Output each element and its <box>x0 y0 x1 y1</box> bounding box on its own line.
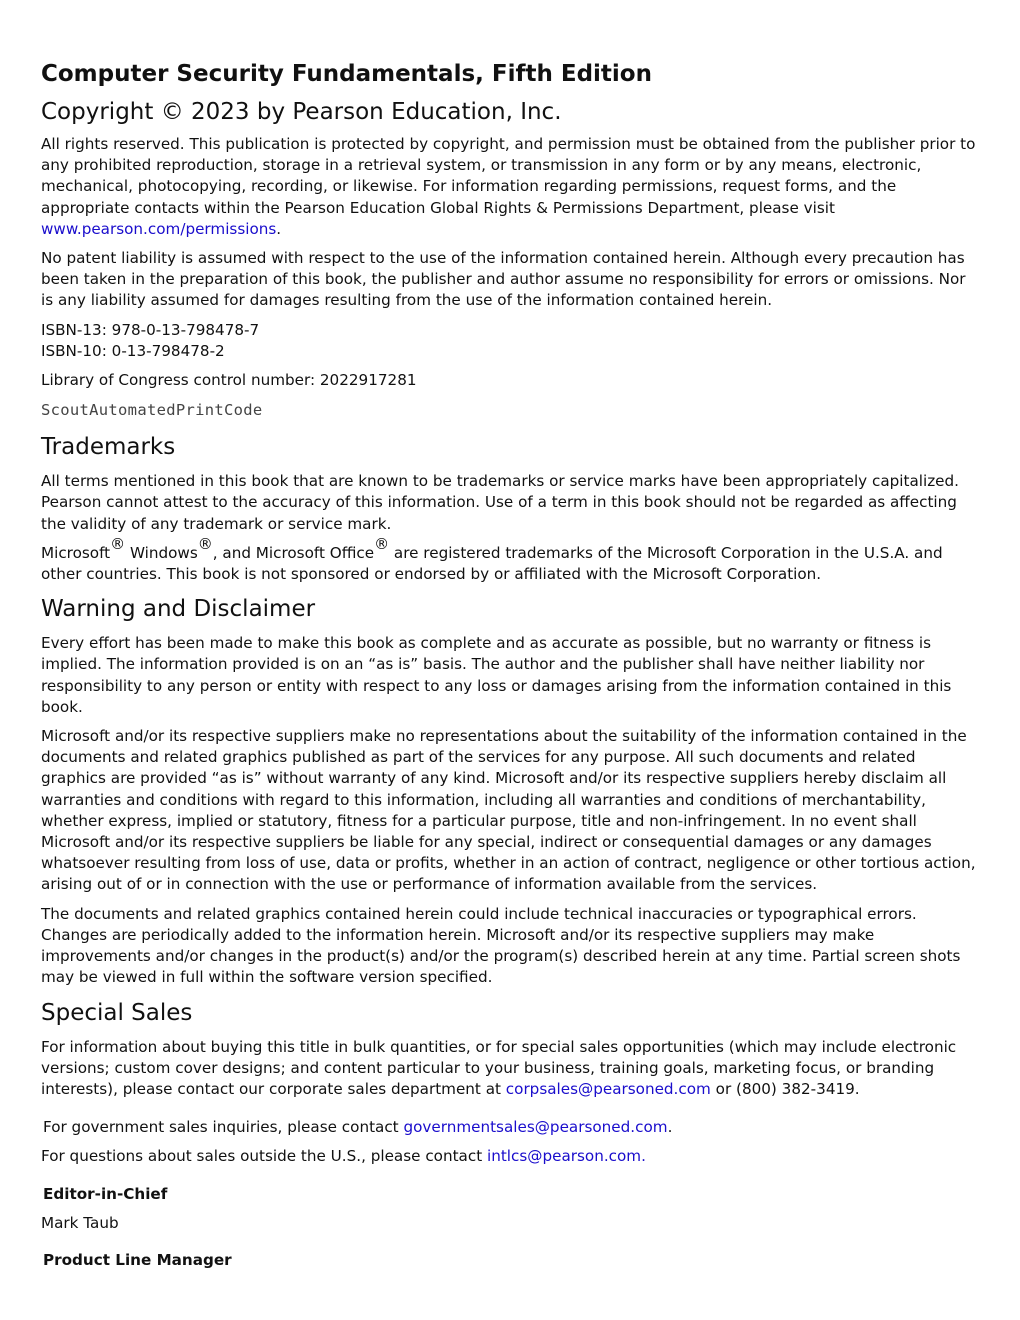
copyright-line: Copyright © 2023 by Pearson Education, Inc. <box>41 99 562 125</box>
government-sales-line <box>43 1117 981 1138</box>
warning-paragraph-2: Microsoft and/or its respective suppliers make no representations about the suitability of the information contained in the documents and related graphics published as part of the services for any purpose. All such documents and related graphics are provided “as is” without warranty of any kind. Microsoft and/or its respective suppliers hereby disclaim all warranties and conditions with regard to this information, including all warranties and conditions of merchantability, whether express, implied or statutory, fitness for a particular purpose, title and non-infringement. In no event shall Microsoft and/or its respective suppliers be liable for any special, indirect or consequential damages or any damages whatsoever resulting from loss of use, data or profits, whether in an action of contract, negligence or other tortious action, arising out of or in connection with the use or performance of information available from the services. <box>41 727 976 894</box>
book-title: Computer Security Fundamentals, Fifth Edition <box>41 61 652 87</box>
warning-paragraph-1: Every effort has been made to make this book as complete and as accurate as possible, but no warranty or fitness is implied. The information provided is on an “as is” basis. The author and the publisher shall have neither liability nor responsibility to any person or entity with respect to any loss or damages arising from the information contained in this book. <box>41 634 952 716</box>
warning-paragraph-3: The documents and related graphics contained herein could include technical inaccuracies or typographical errors. Changes are periodically added to the information herein. Microsoft and/or its respective suppliers may make improvements and/or changes in the product(s) and/or the program(s) described herein at any time. Partial screen shots may be viewed in full within the software version specified. <box>41 904 961 987</box>
intl-end: . <box>641 1147 646 1166</box>
international-sales-email-link[interactable]: intlcs@pearson.com <box>486 1147 642 1166</box>
sales-text: For information about buying this title in bulk quantities, or for special sales opportunities (which may include electronic versions; custom cover designs; and content particular to your business, training goals, marketing focus, or branding interests), please contact our corporate sales department at <box>41 1037 957 1098</box>
ms-text-4: are registered trademarks of the Microsoft Corporation in the U.S.A. and other countries. This book is not sponsored or endorsed by or affiliated with the Microsoft Corporation. <box>41 543 943 584</box>
patent-paragraph: No patent liability is assumed with respect to the use of the information contained herein. Although every precaution has been taken in the preparation of this book, the publisher and author assume no responsibility for errors or omissions. Nor is any liability assumed for damages resulting from the use of the information contained herein. <box>41 249 966 310</box>
rights-text: All rights reserved. This publication is protected by copyright, and permission must be obtained from the publisher prior to any prohibited reproduction, storage in a retrieval system, or transmission in any form or by any means, electronic, mechanical, photocopying, recording, or likewise. For information regarding permissions, request forms, and the appropriate contacts within the Pearson Education Global Rights & Permissions Department, please visit <box>41 135 976 217</box>
loc-number: Library of Congress control number: 2022917281 <box>41 371 417 390</box>
print-code: ScoutAutomatedPrintCode <box>41 401 263 420</box>
special-sales-heading: Special Sales <box>41 999 193 1026</box>
rights-paragraph <box>41 134 981 240</box>
trademarks-heading: Trademarks <box>41 434 176 461</box>
trademarks-paragraph: All terms mentioned in this book that are known to be trademarks or service marks have been appropriately capitalized. Pearson cannot attest to the accuracy of this information. Use of a term in this book should not be regarded as affecting the validity of any trademark or service mark. <box>41 472 959 533</box>
editor-in-chief-name: Mark Taub <box>41 1213 119 1232</box>
government-sales-email-link[interactable]: governmentsales@pearsoned.com <box>403 1118 668 1137</box>
intl-text: For questions about sales outside the U.S., please contact <box>41 1147 487 1166</box>
sales-paragraph <box>41 1037 981 1101</box>
international-sales-line <box>41 1146 981 1167</box>
sales-phone: or (800) 382-3419. <box>710 1079 860 1098</box>
ms-text-1: Microsoft <box>41 543 111 562</box>
warning-heading: Warning and Disclaimer <box>41 596 316 623</box>
editor-in-chief-label: Editor-in-Chief <box>43 1184 168 1203</box>
ms-text-2: Windows <box>125 543 198 562</box>
product-line-manager-label: Product Line Manager <box>43 1250 232 1269</box>
registered-mark: ® <box>374 534 390 553</box>
permissions-link[interactable]: www.pearson.com/permissions <box>41 219 277 238</box>
gov-text: For government sales inquiries, please contact <box>43 1118 404 1137</box>
isbn-block <box>41 320 981 362</box>
copyright-page <box>41 58 981 1279</box>
rights-end: . <box>276 219 282 238</box>
isbn-13: ISBN-13: 978-0-13-798478-7 <box>41 320 260 339</box>
registered-mark: ® <box>197 534 213 553</box>
corpsales-email-link[interactable]: corpsales@pearsoned.com <box>505 1079 711 1098</box>
registered-mark: ® <box>110 534 126 553</box>
gov-end: . <box>667 1118 673 1137</box>
ms-text-3: , and Microsoft Office <box>212 543 375 562</box>
isbn-10: ISBN-10: 0-13-798478-2 <box>41 341 225 360</box>
microsoft-trademark-paragraph <box>41 534 981 585</box>
